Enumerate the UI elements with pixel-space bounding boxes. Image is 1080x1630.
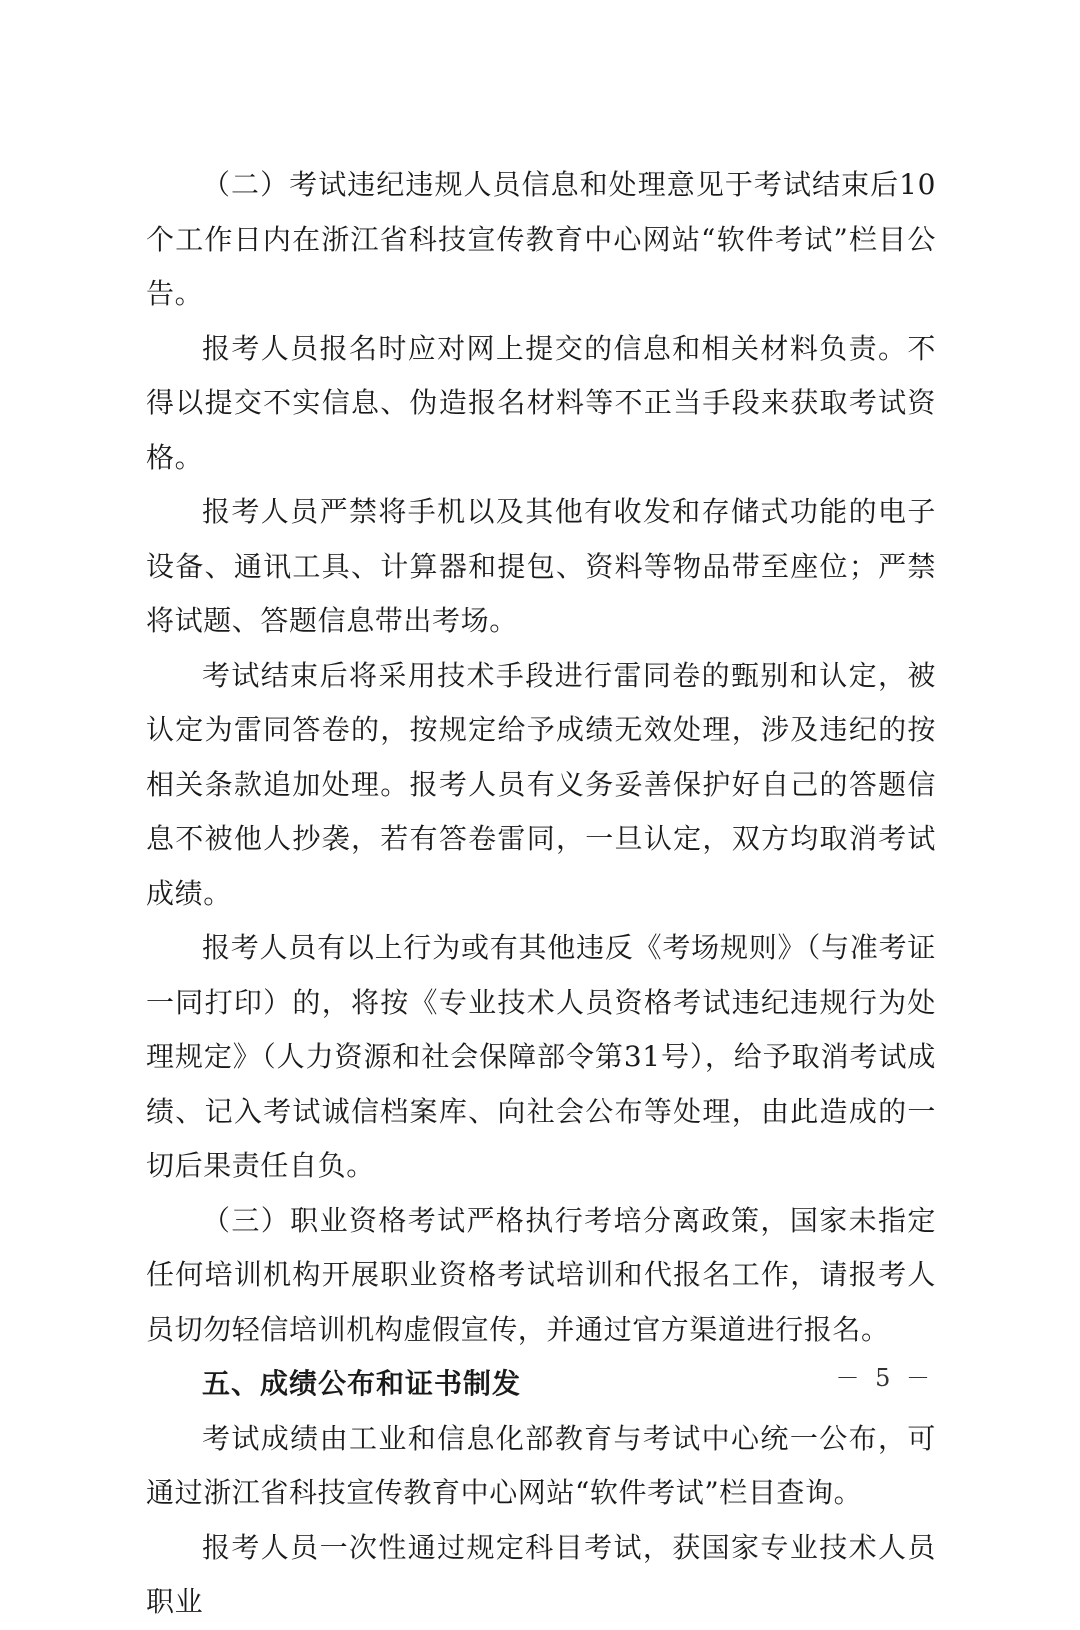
section-heading-results: 五、成绩公布和证书制发	[202, 1367, 522, 1400]
paragraph-similar-answers: 考试结束后将采用技术手段进行雷同卷的甄别和认定，被认定为雷同答卷的，按规定给予成绩无效处理，涉及违纪的按相关条款追加处理。报考人员有义务妥善保护好自己的答题信息不被他人抄袭，若有答卷雷同，一旦认定，双方均取消考试成绩。	[146, 658, 936, 910]
document-body	[146, 158, 936, 1630]
paragraph-score-publication: 考试成绩由工业和信息化部教育与考试中心统一公布，可通过浙江省科技宣传教育中心网站“软件考试”栏目查询。	[146, 1421, 936, 1509]
paragraph-training-separation: （三）职业资格考试严格执行考培分离政策，国家未指定任何培训机构开展职业资格考试培训和代报名工作，请报考人员切勿轻信培训机构虚假宣传，并通过官方渠道进行报名。	[146, 1203, 936, 1346]
paragraph-violation-announcement: （二）考试违纪违规人员信息和处理意见于考试结束后10个工作日内在浙江省科技宣传教育中心网站“软件考试”栏目公告。	[146, 168, 936, 310]
paragraph-penalties: 报考人员有以上行为或有其他违反《考场规则》（与准考证一同打印）的，将按《专业技术人员资格考试违纪违规行为处理规定》（人力资源和社会保障部令第31号），给予取消考试成绩、记入考试诚信档案库、向社会公布等处理，由此造成的一切后果责任自负。	[146, 931, 936, 1182]
paragraph-device-prohibition: 报考人员严禁将手机以及其他有收发和存储式功能的电子设备、通讯工具、计算器和提包、资料等物品带至座位；严禁将试题、答题信息带出考场。	[146, 495, 936, 637]
paragraph-certificate: 报考人员一次性通过规定科目考试，获国家专业技术人员职业	[146, 1530, 936, 1618]
page-number: － 5 －	[835, 1364, 934, 1392]
paragraph-application-responsibility: 报考人员报名时应对网上提交的信息和相关材料负责。不得以提交不实信息、伪造报名材料等不正当手段来获取考试资格。	[146, 331, 936, 474]
